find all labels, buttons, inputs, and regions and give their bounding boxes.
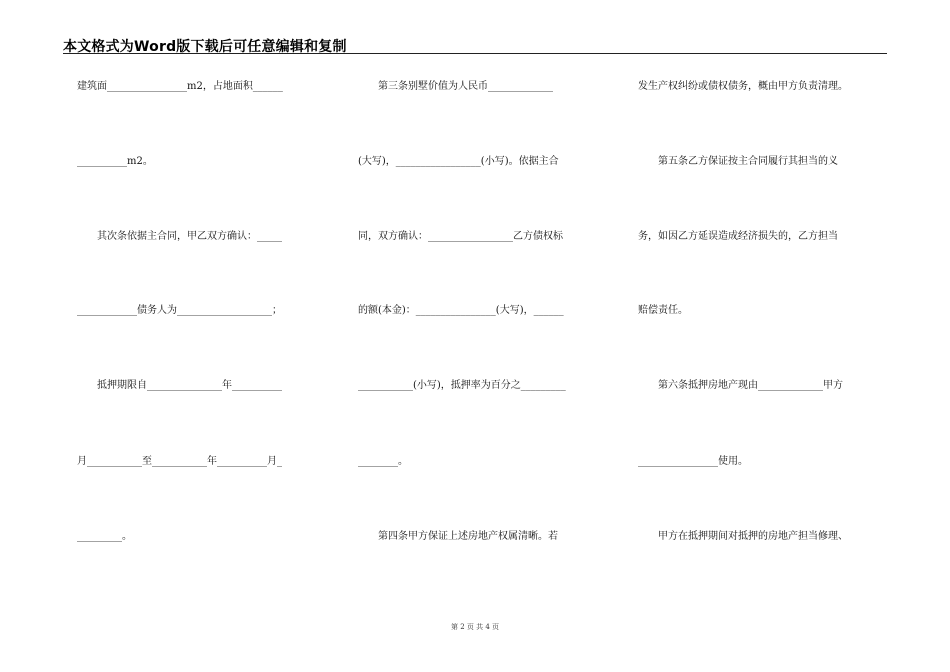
text-line: 第四条甲方保证上述房地产权属清晰。若 — [358, 531, 558, 542]
text-line: 的额(本金)：________________(大写)，______ — [358, 305, 564, 316]
text-line: ________________使用。 — [638, 456, 748, 467]
text-line: 月___________至___________年__________月_ — [77, 456, 282, 467]
page-number: 第 2 页 共 4 页 — [450, 623, 500, 631]
document-header-title: 本文格式为Word版下载后可任意编辑和复制 — [63, 39, 347, 55]
text-line: 同，双方确认：_________________乙方债权标 — [358, 231, 563, 242]
text-line: 第三条别墅价值为人民币_____________ — [358, 81, 553, 92]
text-line: ___________(小写)，抵押率为百分之_________ — [358, 380, 566, 391]
text-line: 建筑面________________m2，占地面积______ — [77, 81, 283, 92]
text-line: 抵押期限自_______________年__________ — [77, 380, 282, 391]
text-line: (大写)，_________________(小写)。依据主合 — [358, 156, 559, 167]
text-line: 发生产权纠纷或债权债务，概由甲方负责清理。 — [638, 81, 848, 92]
text-line: 甲方在抵押期间对抵押的房地产担当修理、 — [638, 531, 848, 542]
text-line: 赔偿责任。 — [638, 305, 688, 316]
text-line: 第五条乙方保证按主合同履行其担当的义 — [638, 156, 838, 167]
text-line: 第六条抵押房地产现由_____________甲方 — [638, 380, 843, 391]
text-line: _________。 — [77, 531, 132, 542]
header-divider — [63, 53, 887, 54]
text-line: ____________债务人为___________________； — [77, 305, 282, 316]
text-line: ________。 — [358, 456, 408, 467]
text-line: __________m2。 — [77, 156, 153, 167]
text-line: 务，如因乙方延误造成经济损失的，乙方担当 — [638, 231, 838, 242]
text-line: 其次条依据主合同，甲乙双方确认：_____ — [77, 231, 282, 242]
